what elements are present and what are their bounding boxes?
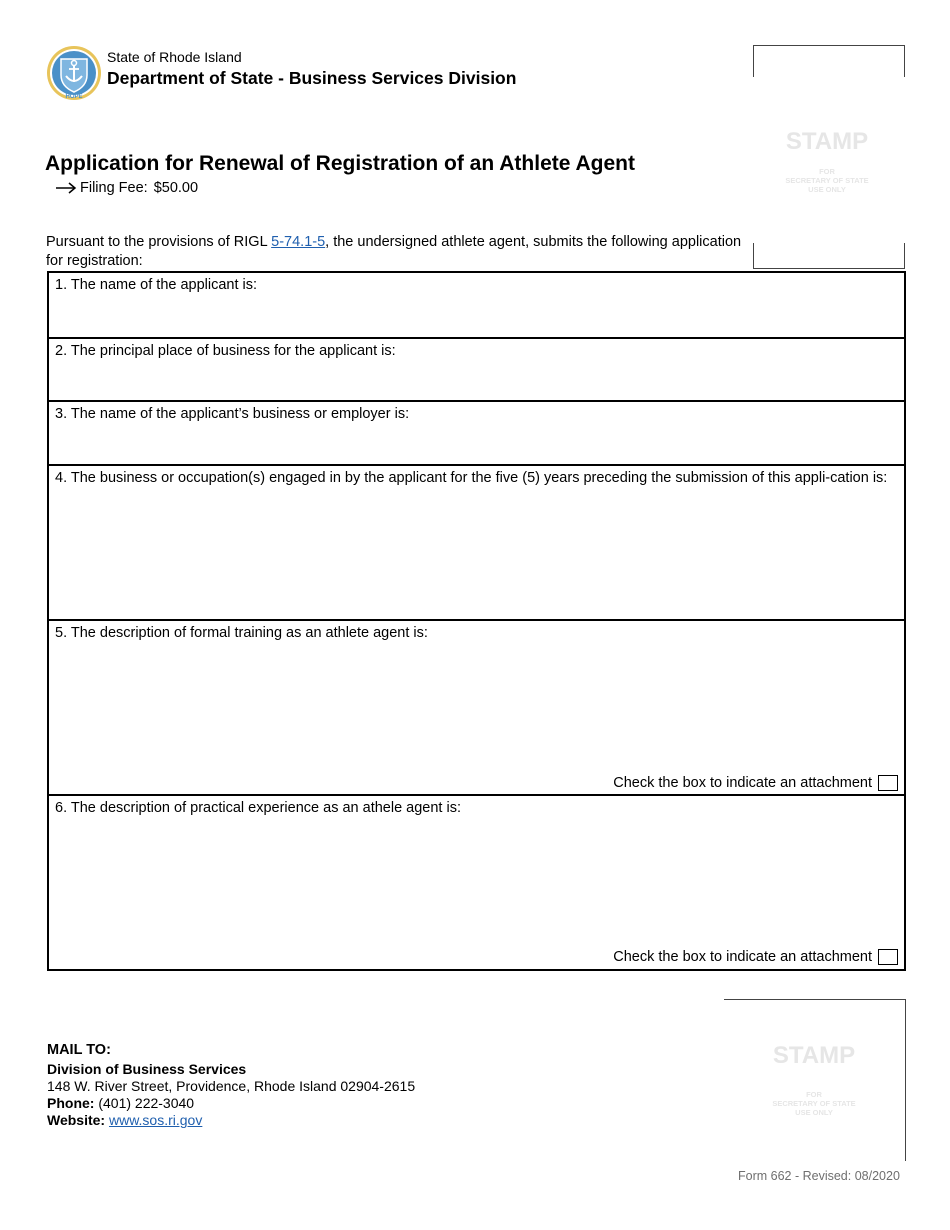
section-practical-experience[interactable] xyxy=(49,796,904,968)
mail-to-heading: MAIL TO: xyxy=(47,1042,111,1058)
attachment-checkbox[interactable] xyxy=(878,775,898,791)
stamp-box-top-edge xyxy=(753,45,905,77)
stamp-label: STAMP xyxy=(772,1042,856,1069)
stamp-box-bottom-edge xyxy=(753,243,905,269)
arrow-right-icon xyxy=(55,182,77,194)
attachment-label: Check the box to indicate an attachment xyxy=(613,949,872,965)
section-label: 5. The description of formal training as an athlete agent is: xyxy=(55,625,428,641)
mailing-address: 148 W. River Street, Providence, Rhode Island 02904-2615 xyxy=(47,1078,416,1094)
form-number: Form 662 - Revised: 08/2020 xyxy=(738,1169,900,1183)
stamp-box-bottom xyxy=(724,999,906,1161)
section-formal-training[interactable] xyxy=(49,621,904,796)
attachment-checkbox[interactable] xyxy=(878,949,898,965)
application-form-table xyxy=(47,271,906,971)
section-label: 6. The description of practical experience as an athele agent is: xyxy=(55,800,461,816)
attachment-label: Check the box to indicate an attachment xyxy=(613,775,872,791)
section-label: 2. The principal place of business for the applicant is: xyxy=(55,343,396,359)
division-name: Division of Business Services xyxy=(47,1061,247,1077)
section-label: 4. The business or occupation(s) engaged in by the applicant for the five (5) years preceding the submission of this appli-cation is: xyxy=(55,470,888,486)
form-title: Application for Renewal of Registration of an Athlete Agent xyxy=(45,152,635,175)
section-label: 1. The name of the applicant is: xyxy=(55,277,258,293)
website-line: Website: www.sos.ri.gov xyxy=(47,1112,203,1128)
section-business-employer[interactable] xyxy=(49,402,904,466)
fee-label: Filing Fee: xyxy=(80,180,148,196)
website-link[interactable]: www.sos.ri.gov xyxy=(108,1112,203,1128)
section-principal-place[interactable] xyxy=(49,339,904,402)
filing-fee xyxy=(55,180,198,196)
state-seal-icon xyxy=(46,45,102,101)
phone-line: Phone: (401) 222-3040 xyxy=(47,1095,195,1111)
stamp-note: FOR SECRETARY OF STATE USE ONLY xyxy=(772,1090,856,1117)
intro-paragraph: Pursuant to the provisions of RIGL 5-74.1-5, the undersigned athlete agent, submits the following application for registration: xyxy=(46,234,742,269)
attachment-row xyxy=(613,775,898,791)
section-label: 3. The name of the applicant’s business or employer is: xyxy=(55,406,410,422)
section-occupation-history[interactable] xyxy=(49,466,904,621)
stamp-note: FOR SECRETARY OF STATE USE ONLY xyxy=(785,167,869,194)
stamp-label: STAMP xyxy=(785,128,869,155)
section-applicant-name[interactable] xyxy=(49,273,904,339)
state-name: State of Rhode Island xyxy=(107,49,242,65)
svg-text:HOPE: HOPE xyxy=(65,94,83,100)
mail-to-block xyxy=(47,1042,415,1129)
fee-amount: $50.00 xyxy=(153,180,199,196)
rigl-statute-link[interactable]: 5-74.1-5 xyxy=(271,234,326,250)
department-name: Department of State - Business Services Division xyxy=(107,68,517,88)
attachment-row xyxy=(613,949,898,965)
